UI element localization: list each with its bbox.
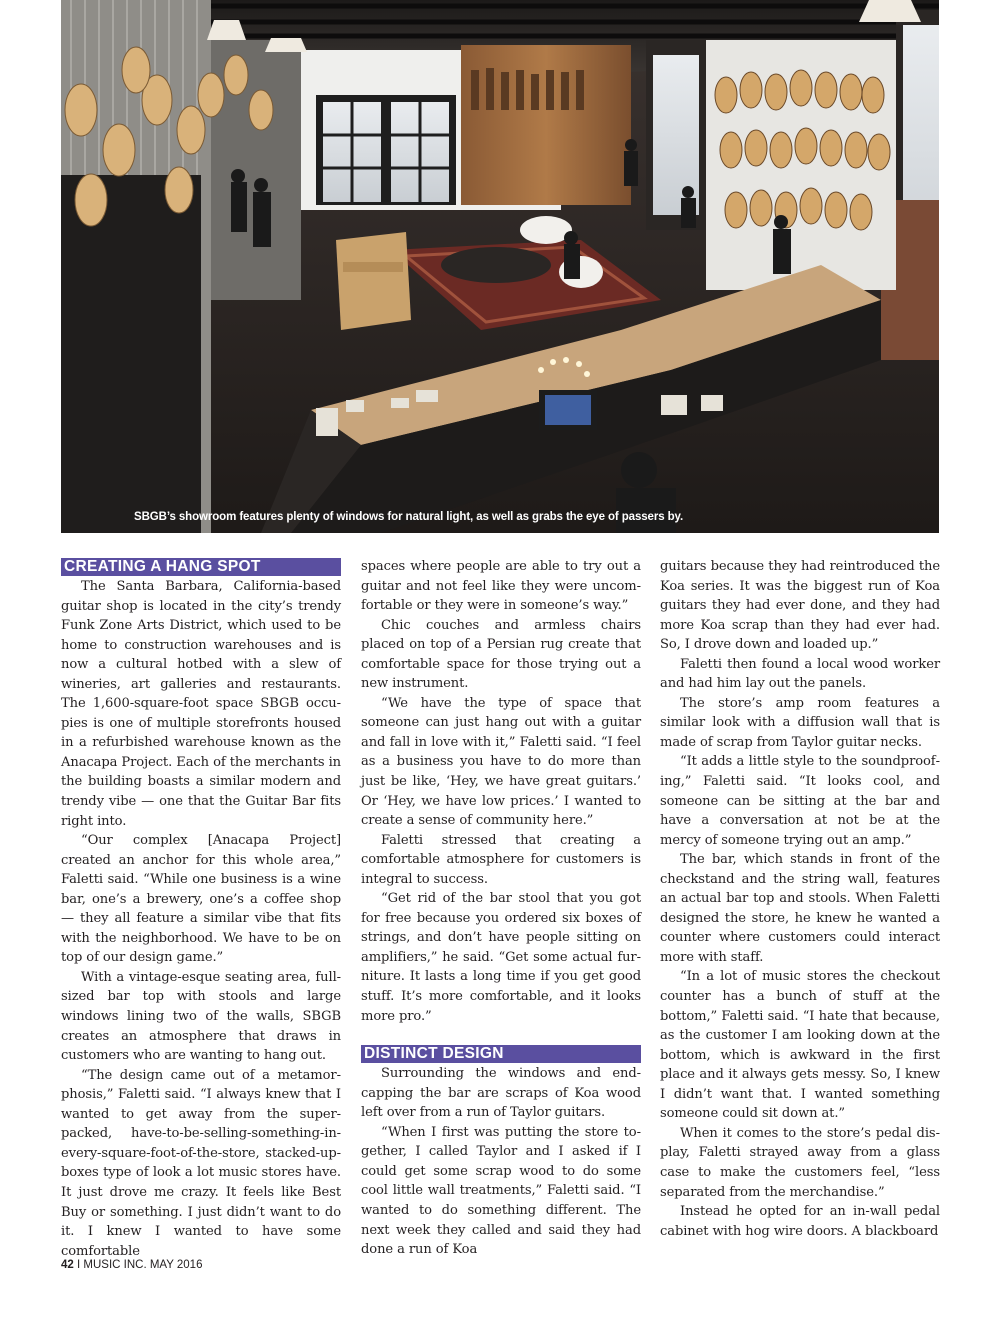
- paragraph: “In a lot of music stores the checkout counter has a bunch of stuff at the bottom,” Faletti said. “I hate that because, as the customer I am looking down at the bottom, which is awkward in the first place and it always gets messy. So, I knew I didn’t want that. I wanted something someone could sit down at.”: [660, 969, 940, 1122]
- showroom-illustration: [61, 0, 939, 533]
- column-3: [660, 557, 940, 1241]
- section-heading-creating-a-hang-spot: CREATING A HANG SPOT: [61, 558, 341, 576]
- section-heading-distinct-design: DISTINCT DESIGN: [361, 1045, 641, 1063]
- paragraph: “Get rid of the bar stool that you got for free because you ordered six boxes of strings, and don’t have people sitting on amplifiers,” he said. “Get some actual furniture. It lasts a long time if you get good stuff. It’s more comfortable, and it looks more pro.”: [361, 891, 641, 1024]
- paragraph: “The design came out of a metamorphosis,” Faletti said. “I always knew that I wanted to get away from the super-packed, have-to-be-selling-something-in-every-square-foot-of-the-store, stacked-up-boxes type of look a lot music stores have. It just drove me crazy. It feels like Best Buy or something. I just didn’t want to do it. I knew I wanted to have some comfortable: [61, 1067, 341, 1259]
- showroom-photo: [61, 0, 939, 533]
- paragraph: guitars because they had reintroduced the Koa series. It was the biggest run of Koa guitars they had ever done, and they had more Koa scrap than they had ever had. So, I drove down and loaded up.”: [660, 559, 940, 653]
- paragraph: Instead he opted for an in-wall pedal cabinet with hog wire doors. A blackboard: [660, 1204, 940, 1239]
- paragraph: When it comes to the store’s pedal display, Faletti strayed away from a glass case to make the customers feel, “less separated from the merchandise.”: [660, 1125, 940, 1200]
- paragraph: “When I first was putting the store together, I called Taylor and I asked if I could get some scrap wood to do some cool little wall treatments,” Faletti said. “I wanted to do something different. The next week they called and said they had done a run of Koa: [361, 1124, 641, 1258]
- publication-info: I MUSIC INC. MAY 2016: [77, 1259, 203, 1271]
- paragraph: The Santa Barbara, California-based guitar shop is located in the city’s trendy Funk Zone Arts District, which used to be home to construction warehouses and is now a cultural hotbed with a slew of wineries, art galleries and restaurants. The 1,600-square-foot space SBGB occupies is one of multiple storefronts housed in a refurbished warehouse known as the Anacapa Project. Each of the merchants in the building boasts a similar modern and trendy vibe — one that the Guitar Bar fits right into.: [61, 579, 341, 829]
- paragraph: “Our complex [Anacapa Project] created an anchor for this whole area,” Faletti said. “While one business is a wine bar, one’s a brewery, one’s a coffee shop — they all feature a similar vibe that fits with the neighborhood. We have to be on top of our design game.”: [61, 833, 341, 966]
- column-2: [361, 557, 641, 1260]
- paragraph: With a vintage-esque seating area, full-sized bar top with stools and large windows lining two of the walls, SBGB creates an atmosphere that draws in customers who are wanting to hang out.: [61, 969, 341, 1064]
- paragraph: Faletti then found a local wood worker and had him lay out the panels.: [660, 656, 940, 692]
- paragraph: The store’s amp room features a similar look with a diffusion wall that is made of scrap from Taylor guitar necks.: [660, 695, 940, 750]
- page-number: 42: [61, 1259, 74, 1271]
- paragraph: spaces where people are able to try out a guitar and not feel like they were uncomfortable or they were in someone’s way.”: [361, 559, 641, 614]
- paragraph: The bar, which stands in front of the checkstand and the string wall, features an actual bar top and stools. When Faletti designed the store, he knew he wanted a counter where customers could interact more with staff.: [660, 852, 940, 965]
- paragraph: “We have the type of space that someone can just hang out with a guitar and fall in love with it,” Faletti said. “I feel as a business you have to do more than just be like, ‘Hey, we have great guitars.’ Or ‘Hey, we have low prices.’ I wanted to create a sense of community here.”: [361, 695, 641, 829]
- paragraph: Chic couches and armless chairs placed on top of a Persian rug create that comfortable space for those trying out a new instrument.: [361, 617, 641, 692]
- paragraph: Surrounding the windows and end-capping the bar are scraps of Koa wood left over from a run of Taylor guitars.: [361, 1066, 641, 1121]
- paragraph: “It adds a little style to the soundproofing,” Faletti said. “It looks cool, and someone can be sitting at the bar and have a conversation at not be at the mercy of someone trying out an amp.”: [660, 754, 940, 848]
- column-1: [61, 557, 341, 1261]
- page-footer: [61, 1259, 202, 1271]
- photo-caption: SBGB’s showroom features plenty of windows for natural light, as well as grabs the eye of passers by.: [134, 511, 684, 523]
- paragraph: Faletti stressed that creating a comfortable atmosphere for customers is integral to success.: [361, 832, 641, 887]
